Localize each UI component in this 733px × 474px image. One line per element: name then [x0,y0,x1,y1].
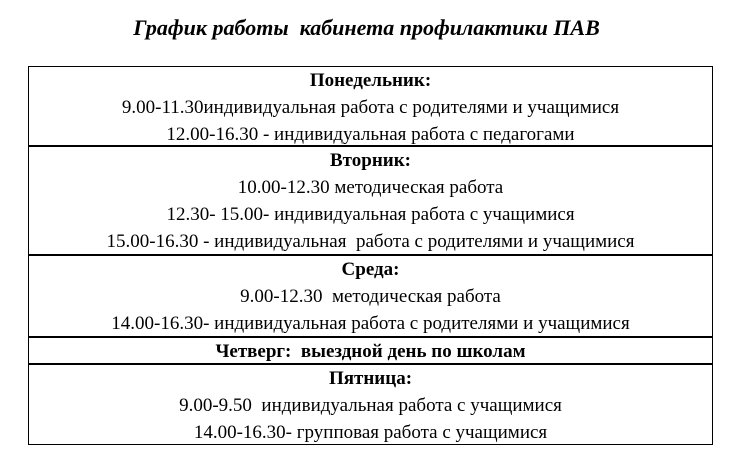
schedule-entry: 12.30- 15.00- индивидуальная работа с учащимися [166,204,575,225]
schedule-day-tuesday [29,147,712,256]
page-title: График работы кабинета профилактики ПАВ [133,15,600,40]
schedule-entry: 10.00-12.30 методическая работа [237,177,504,198]
schedule-day-monday [29,67,712,147]
schedule-entry: 9.00-9.50 индивидуальная работа с учащимися [179,395,562,416]
schedule-day-friday [29,365,712,445]
day-heading: Пятница: [328,368,413,389]
schedule-day-thursday [29,338,712,365]
schedule-entry: 15.00-16.30 - индивидуальная работа с родителями и учащимися [106,231,635,252]
day-heading: Среда: [341,259,400,280]
day-heading: Вторник: [330,150,411,171]
day-heading: Понедельник: [309,70,432,91]
schedule-table [28,66,713,445]
schedule-entry: 14.00-16.30- групповая работа с учащимися [193,422,548,443]
schedule-entry: 12.00-16.30 - индивидуальная работа с педагогами [166,124,575,145]
schedule-entry: 9.00-11.30индивидуальная работа с родителями и учащимися [121,97,620,118]
schedule-entry: 9.00-12.30 методическая работа [240,286,501,307]
day-heading: Четверг: выездной день по школам [215,341,526,362]
schedule-entry: 14.00-16.30- индивидуальная работа с родителями и учащимися [111,313,630,334]
schedule-day-wednesday [29,256,712,338]
